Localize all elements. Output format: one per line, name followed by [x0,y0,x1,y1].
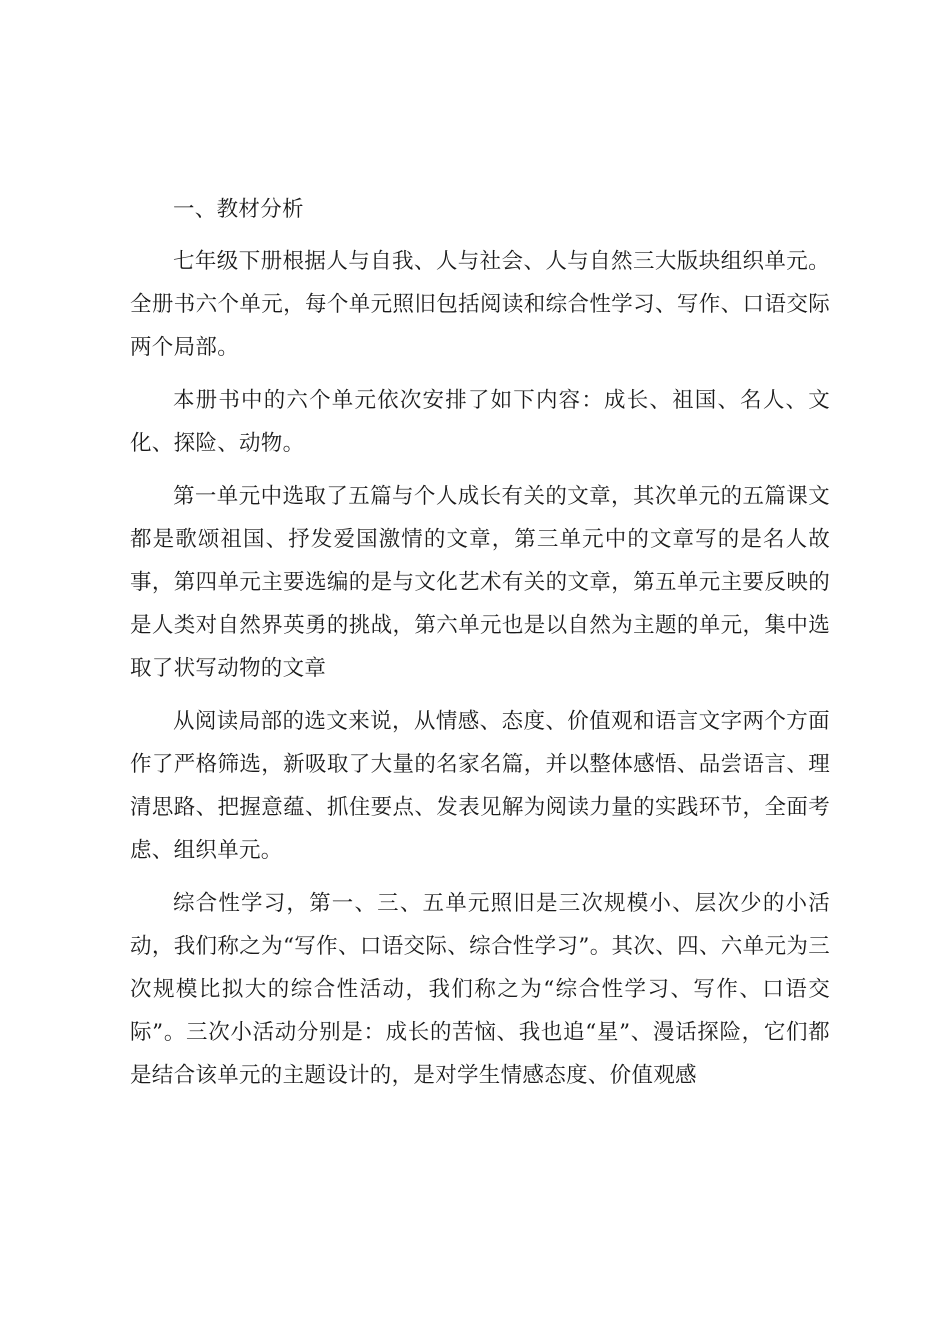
paragraph-comprehensive-learning: 综合性学习，第一、三、五单元照旧是三次规模小、层次少的小活动，我们称之为“写作、口语交际、综合性学习”。其次、四、六单元为三次规模比拟大的综合性活动，我们称之为“综合性学习、写作、口语交际”。三次小活动分别是：成长的苦恼、我也追“星”、漫话探险，它们都是结合该单元的主题设计的，是对学生情感态度、价值观感 [130,891,830,1088]
paragraph-overview: 七年级下册根据人与自我、人与社会、人与自然三大版块组织单元。全册书六个单元，每个单元照旧包括阅读和综合性学习、写作、口语交际两个局部。 [130,249,830,360]
section-heading: 一、教材分析 [173,197,304,222]
paragraph-unit-themes: 本册书中的六个单元依次安排了如下内容：成长、祖国、名人、文化、探险、动物。 [130,388,830,456]
paragraph-unit-details: 第一单元中选取了五篇与个人成长有关的文章，其次单元的五篇课文都是歌颂祖国、抒发爱国激情的文章，第三单元中的文章写的是名人故事，第四单元主要选编的是与文化艺术有关的文章，第五单元主要反映的是人类对自然界英勇的挑战，第六单元也是以自然为主题的单元，集中选取了状写动物的文章 [130,484,830,681]
document-body [130,188,830,1107]
paragraph-reading-selection: 从阅读局部的选文来说，从情感、态度、价值观和语言文字两个方面作了严格筛选，新吸取了大量的名家名篇，并以整体感悟、品尝语言、理清思路、把握意蕴、抓住要点、发表见解为阅读力量的实践环节，全面考虑、组织单元。 [130,709,830,863]
